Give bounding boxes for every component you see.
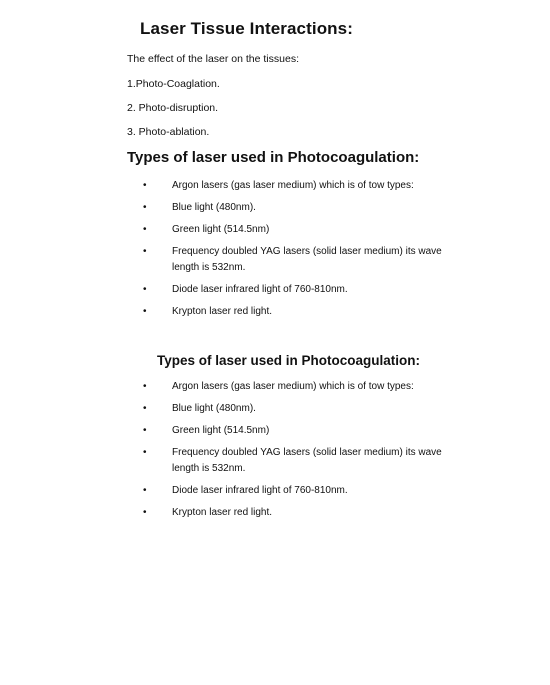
list-item xyxy=(143,379,447,395)
list-item-text: Argon lasers (gas laser medium) which is of tow types: xyxy=(172,381,414,392)
list-item-text: Frequency doubled YAG lasers (solid laser medium) its wave length is 532nm. xyxy=(172,447,442,474)
effect-item: 1.Photo-Coaglation. xyxy=(127,78,220,90)
list-item-text: Green light (514.5nm) xyxy=(172,425,270,436)
list-item-text: Diode laser infrared light of 760-810nm. xyxy=(172,485,348,496)
list-item-text: Blue light (480nm). xyxy=(172,403,256,414)
bullet-icon: • xyxy=(143,284,147,295)
laser-types-list xyxy=(143,379,447,527)
bullet-icon: • xyxy=(143,224,147,235)
page-title: Laser Tissue Interactions: xyxy=(140,19,353,38)
section-heading: Types of laser used in Photocoagulation: xyxy=(157,353,421,368)
list-item xyxy=(143,222,447,238)
section-heading: Types of laser used in Photocoagulation: xyxy=(127,149,420,166)
list-item xyxy=(143,200,447,216)
list-item xyxy=(143,483,447,499)
effects-list xyxy=(127,78,220,150)
list-item xyxy=(143,304,447,320)
bullet-icon: • xyxy=(143,246,147,257)
list-item xyxy=(143,282,447,298)
list-item-text: Krypton laser red light. xyxy=(172,306,273,317)
list-item-text: Green light (514.5nm) xyxy=(172,224,270,235)
intro-text: The effect of the laser on the tissues: xyxy=(127,53,299,65)
laser-types-list xyxy=(143,178,447,326)
list-item xyxy=(143,178,447,194)
bullet-icon: • xyxy=(143,180,147,191)
list-item xyxy=(143,244,447,276)
bullet-icon: • xyxy=(143,403,147,414)
bullet-icon: • xyxy=(143,425,147,436)
list-item xyxy=(143,445,447,477)
list-item-text: Frequency doubled YAG lasers (solid laser medium) its wave length is 532nm. xyxy=(172,246,442,273)
list-item-text: Diode laser infrared light of 760-810nm. xyxy=(172,284,348,295)
bullet-icon: • xyxy=(143,202,147,213)
bullet-icon: • xyxy=(143,306,147,317)
bullet-icon: • xyxy=(143,507,147,518)
list-item-text: Krypton laser red light. xyxy=(172,507,273,518)
bullet-icon: • xyxy=(143,447,147,458)
list-item-text: Blue light (480nm). xyxy=(172,202,256,213)
effect-item: 3. Photo-ablation. xyxy=(127,126,210,138)
bullet-icon: • xyxy=(143,381,147,392)
list-item-text: Argon lasers (gas laser medium) which is of tow types: xyxy=(172,180,414,191)
effect-item: 2. Photo-disruption. xyxy=(127,102,219,114)
bullet-icon: • xyxy=(143,485,147,496)
list-item xyxy=(143,423,447,439)
list-item xyxy=(143,505,447,521)
list-item xyxy=(143,401,447,417)
